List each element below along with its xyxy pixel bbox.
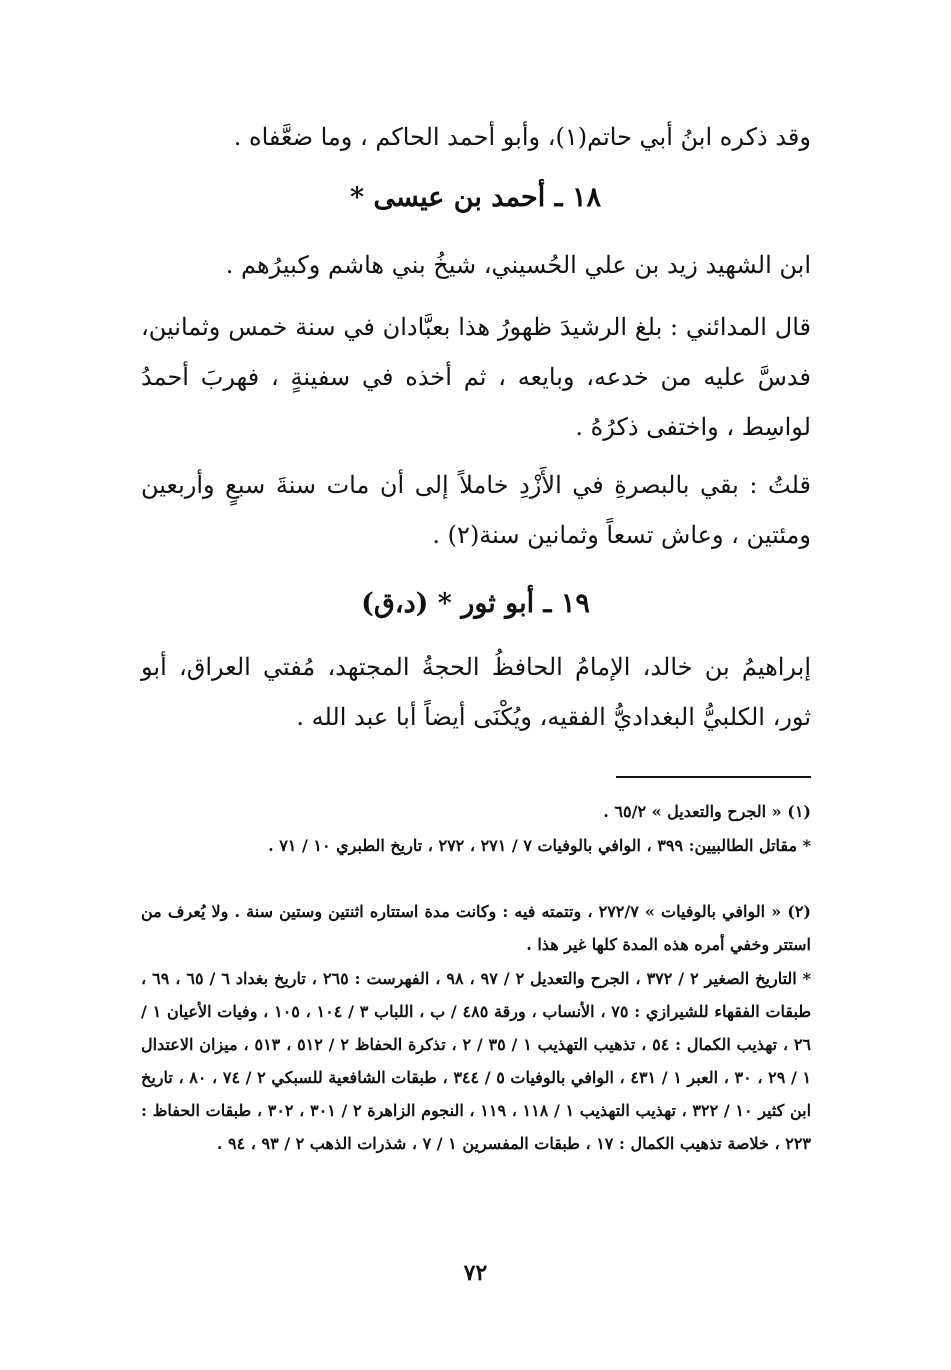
- footnote-separator: [616, 776, 811, 778]
- footnote-1: (١) « الجرح والتعديل » ٦٥/٢ .: [603, 802, 811, 821]
- paragraph-abi-hatim: وقد ذكره ابنُ أبي حاتم(١)، وأبو أحمد الحاكم ، وما ضعَّفاه .: [233, 123, 811, 151]
- paragraph-qultu: قلتُ : بقي بالبصرةِ في الأَزْدِ خاملاً إلى أن مات سنةَ سبعٍ وأربعين ومئتين ، وعاش تسعاً وثمانين سنة(٢) .: [141, 471, 811, 549]
- footnote-2: (٢) « الوافي بالوفيات » ٢٧٢/٧ ، وتتمته فيه : وكانت مدة استتاره اثنتين وستين سنة . ولا يُعرف من استتر وخفي أمره هذه المدة كلها غير هذا .: [141, 902, 811, 954]
- entry-heading-18: ١٨ ـ أحمد بن عيسى *: [350, 182, 601, 213]
- paragraph-madaini: قال المدائني : بلغ الرشيدَ ظهورُ هذا بعبَّادان في سنة خمس وثمانين، فدسَّ عليه من خدعه، وبايعه ، ثم أخذه في سفينةٍ ، فهربَ أحمدُ لواسِط ، واختفى ذكرُهُ .: [141, 313, 811, 441]
- paragraph-ibrahim: إبراهيمُ بن خالد، الإمامُ الحافظُ الحجةُ المجتهد، مُفتي العراق، أبو ثور، الكلبيُّ البغداديُّ الفقيه، ويُكْنَى أيضاً أبا عبد الله .: [141, 653, 811, 731]
- entry-heading-19: ١٩ ـ أبو ثور * (د،ق): [361, 588, 590, 619]
- paragraph-ibn-al-shahid: ابن الشهيد زيد بن علي الحُسيني، شيخُ بني هاشم وكبيرُهم .: [225, 251, 811, 279]
- page-number: ٧٢: [463, 1260, 488, 1286]
- footnote-star-19: * التاريخ الصغير ٢ / ٣٧٢ ، الجرح والتعديل ٢ / ٩٧ ، ٩٨ ، الفهرست : ٢٦٥ ، تاريخ بغداد ٦ / ٦٥ ، ٦٩ ، طبقات الفقهاء للشيرازي : ٧٥ ، الأنساب ، ورقة ٤٨٥ / ب ، اللباب ٣ / ١٠٤ ، ١٠٥ ، وفيات الأعيان ١ / ٢٦ ، تهذيب الكمال : ٥٤ ، تذهيب التهذيب ١ / ٣٥ / ٢ ، تذكرة الحفاظ ٢ / ٥١٢ ، ٥١٣ ، ميزان الاعتدال ١ / ٢٩ ، ٣٠ ، العبر ١ / ٤٣١ ، الوافي بالوفيات ٥ / ٣٤٤ ، طبقات الشافعية للسبكي ٢ / ٧٤ ، ٨٠ ، تاريخ ابن كثير ١٠ / ٣٢٢ ، تهذيب التهذيب ١ / ١١٨ ، ١١٩ ، النجوم الزاهرة ٢ / ٣٠١ ، ٣٠٢ ، طبقات الحفاظ : ٢٢٣ ، خلاصة تذهيب الكمال : ١٧ ، طبقات المفسرين ١ / ٧ ، شذرات الذهب ٢ / ٩٣ ، ٩٤ .: [141, 969, 812, 1153]
- footnote-star-18: * مقاتل الطالبيين: ٣٩٩ ، الوافي بالوفيات ٧ / ٢٧١ ، ٢٧٢ ، تاريخ الطبري ١٠ / ٧١ .: [268, 836, 811, 855]
